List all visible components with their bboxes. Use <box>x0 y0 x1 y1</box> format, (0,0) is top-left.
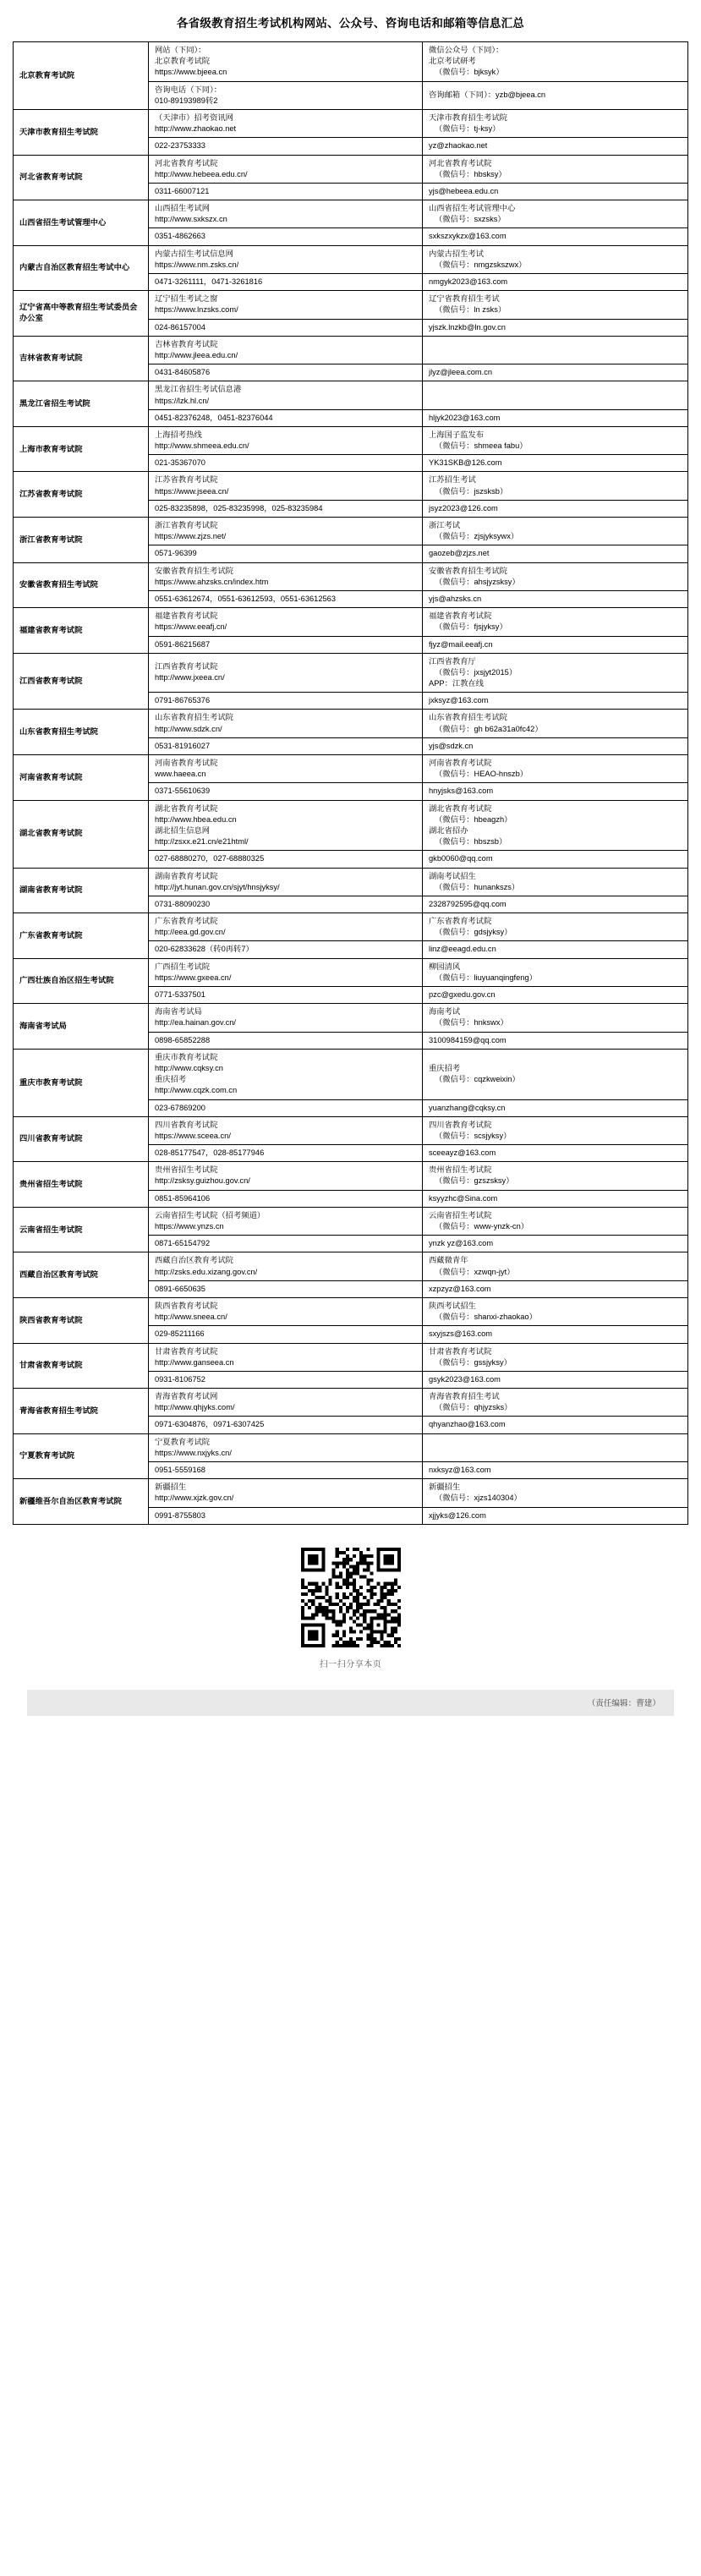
wechat-cell <box>423 336 688 364</box>
website-cell: 云南省招生考试院（招考频道） https://www.ynzs.cn <box>149 1207 423 1235</box>
email-cell: 3100984159@qq.com <box>423 1032 688 1049</box>
phone-cell: 0791-86765376 <box>149 693 423 710</box>
organization-name: 湖北省教育考试院 <box>14 800 149 868</box>
website-cell: 内蒙古招生考试信息网 https://www.nm.zsks.cn/ <box>149 245 423 273</box>
website-cell: 江苏省教育考试院 https://www.jseea.cn/ <box>149 472 423 500</box>
email-cell: linz@eeagd.edu.cn <box>423 941 688 958</box>
qr-code-image <box>301 1548 401 1647</box>
organization-name: 西藏自治区教育考试院 <box>14 1252 149 1298</box>
wechat-cell: 湖北省教育考试院 （微信号：hbeagzh） 湖北省招办 （微信号：hbszsb） <box>423 800 688 851</box>
email-cell: xzpzyz@163.com <box>423 1280 688 1297</box>
phone-cell: 0731-88090230 <box>149 896 423 913</box>
website-cell: 福建省教育考试院 https://www.eeafj.cn/ <box>149 608 423 636</box>
wechat-cell: 河北省教育考试院 （微信号：hbsksy） <box>423 155 688 183</box>
responsible-editor: （责任编辑：曹建） <box>587 1699 660 1709</box>
organization-name: 云南省招生考试院 <box>14 1207 149 1252</box>
organization-name: 河北省教育考试院 <box>14 155 149 200</box>
organization-name: 海南省考试局 <box>14 1004 149 1050</box>
organization-name: 山西省招生考试管理中心 <box>14 200 149 246</box>
organization-name: 湖南省教育考试院 <box>14 868 149 913</box>
website-cell: 江西省教育考试院 http://www.jxeea.cn/ <box>149 653 423 693</box>
phone-cell: 023-67869200 <box>149 1099 423 1116</box>
email-cell: YK31SKB@126.com <box>423 455 688 472</box>
website-cell: 安徽省教育招生考试院 https://www.ahzsks.cn/index.htm <box>149 562 423 590</box>
table-row <box>14 958 688 986</box>
phone-cell: 028-85177547，028-85177946 <box>149 1145 423 1162</box>
organization-name: 新疆维吾尔自治区教育考试院 <box>14 1479 149 1525</box>
phone-cell: 0951-5559168 <box>149 1462 423 1479</box>
website-cell: 山东省教育招生考试院 http://www.sdzk.cn/ <box>149 710 423 737</box>
email-cell: ksyyzhc@Sina.com <box>423 1190 688 1207</box>
wechat-cell: 陕西考试招生 （微信号：shanxi-zhaokao） <box>423 1297 688 1325</box>
organization-name: 江西省教育考试院 <box>14 653 149 710</box>
phone-cell: 0571-96399 <box>149 545 423 562</box>
email-cell: hnyjsks@163.com <box>423 783 688 800</box>
email-cell: fjyz@mail.eeafj.cn <box>423 636 688 653</box>
table-row <box>14 1049 688 1099</box>
table-row <box>14 200 688 228</box>
email-cell: jxksyz@163.com <box>423 693 688 710</box>
wechat-cell: 广东省教育考试院 （微信号：gdsjyksy） <box>423 913 688 941</box>
wechat-cell: 海南考试 （微信号：hnkswx） <box>423 1004 688 1032</box>
phone-cell: 021-35367070 <box>149 455 423 472</box>
wechat-cell: 微信公众号（下同）： 北京考试研考 （微信号：bjksyk） <box>423 42 688 82</box>
wechat-cell: 山西省招生考试管理中心 （微信号：sxzsks） <box>423 200 688 228</box>
organization-name: 上海市教育考试院 <box>14 426 149 472</box>
table-row <box>14 245 688 273</box>
phone-cell: 0451-82376248，0451-82376044 <box>149 409 423 426</box>
website-cell: 广东省教育考试院 http://eea.gd.gov.cn/ <box>149 913 423 941</box>
wechat-cell: 新疆招生 （微信号：xjzs140304） <box>423 1479 688 1507</box>
website-cell: 湖北省教育考试院 http://www.hbea.edu.cn 湖北招生信息网 http://zsxx.e21.cn/e21html/ <box>149 800 423 851</box>
table-row <box>14 291 688 319</box>
table-row <box>14 155 688 183</box>
qr-caption: 扫一扫分享本页 <box>319 1659 382 1669</box>
phone-cell: 0431-84605876 <box>149 364 423 381</box>
email-cell: pzc@gxedu.gov.cn <box>423 987 688 1004</box>
wechat-cell: 辽宁省教育招生考试 （微信号：ln zsks） <box>423 291 688 319</box>
phone-cell: 咨询电话（下同）： 010-89193989转2 <box>149 81 423 109</box>
website-cell: 陕西省教育考试院 http://www.sneea.cn/ <box>149 1297 423 1325</box>
email-cell: gsyk2023@163.com <box>423 1371 688 1388</box>
wechat-cell: 福建省教育考试院 （微信号：fjsjyksy） <box>423 608 688 636</box>
organization-name: 黑龙江省招生考试院 <box>14 381 149 427</box>
wechat-cell: 云南省招生考试院 （微信号：www-ynzk-cn） <box>423 1207 688 1235</box>
organization-name: 重庆市教育考试院 <box>14 1049 149 1116</box>
website-cell: （天津市）招考资讯网 http://www.zhaokao.net <box>149 109 423 137</box>
phone-cell: 0871-65154792 <box>149 1236 423 1252</box>
wechat-cell: 江西省教育厅 （微信号：jxsjyt2015） APP：江教在线 <box>423 653 688 693</box>
table-row <box>14 109 688 137</box>
table-row <box>14 1162 688 1190</box>
email-cell: nmgyk2023@163.com <box>423 274 688 291</box>
email-cell: sxyjszs@163.com <box>423 1326 688 1343</box>
phone-cell: 0898-65852288 <box>149 1032 423 1049</box>
wechat-cell: 山东省教育招生考试院 （微信号：gh b62a31a0fc42） <box>423 710 688 737</box>
page-title: 各省级教育招生考试机构网站、公众号、咨询电话和邮箱等信息汇总 <box>177 17 524 30</box>
organization-name: 福建省教育考试院 <box>14 608 149 654</box>
email-cell: yjszk.lnzkb@ln.gov.cn <box>423 319 688 336</box>
wechat-cell <box>423 381 688 409</box>
email-cell: sceeayz@163.com <box>423 1145 688 1162</box>
email-cell: gaozeb@zjzs.net <box>423 545 688 562</box>
email-cell: yz@zhaokao.net <box>423 138 688 155</box>
phone-cell: 0991-8755803 <box>149 1507 423 1524</box>
wechat-cell: 安徽省教育招生考试院 （微信号：ahsjyzsksy） <box>423 562 688 590</box>
email-cell: gkb0060@qq.com <box>423 851 688 868</box>
organization-name: 陕西省教育考试院 <box>14 1297 149 1343</box>
website-cell: 广西招生考试院 https://www.gxeea.cn/ <box>149 958 423 986</box>
phone-cell: 0551-63612674，0551-63612593，0551-63612563 <box>149 590 423 607</box>
organization-name: 青海省教育招生考试院 <box>14 1389 149 1434</box>
phone-cell: 022-23753333 <box>149 138 423 155</box>
phone-cell: 029-85211166 <box>149 1326 423 1343</box>
email-cell: nxksyz@163.com <box>423 1462 688 1479</box>
website-cell: 贵州省招生考试院 http://zsksy.guizhou.gov.cn/ <box>149 1162 423 1190</box>
table-row <box>14 518 688 545</box>
table-row <box>14 868 688 896</box>
email-cell: qhyanzhao@163.com <box>423 1417 688 1433</box>
phone-cell: 0771-5337501 <box>149 987 423 1004</box>
phone-cell: 0971-6304876，0971-6307425 <box>149 1417 423 1433</box>
table-row <box>14 336 688 364</box>
table-row <box>14 653 688 693</box>
organization-name: 辽宁省高中等教育招生考试委员会办公室 <box>14 291 149 337</box>
email-cell: ynzk yz@163.com <box>423 1236 688 1252</box>
website-cell: 海南省考试局 http://ea.hainan.gov.cn/ <box>149 1004 423 1032</box>
email-cell: hljyk2023@163.com <box>423 409 688 426</box>
website-cell: 宁夏教育考试院 https://www.nxjyks.cn/ <box>149 1433 423 1461</box>
wechat-cell: 贵州省招生考试院 （微信号：gzszsksy） <box>423 1162 688 1190</box>
organization-name: 河南省教育考试院 <box>14 755 149 801</box>
wechat-cell: 天津市教育招生考试院 （微信号：tj-ksy） <box>423 109 688 137</box>
wechat-cell <box>423 1433 688 1461</box>
wechat-cell: 江苏招生考试 （微信号：jszsksb） <box>423 472 688 500</box>
wechat-cell: 上海国子监发布 （微信号：shmeea fabu） <box>423 426 688 454</box>
wechat-cell: 西藏微青年 （微信号：xzwqn-jyt） <box>423 1252 688 1280</box>
table-row <box>14 1116 688 1144</box>
wechat-cell: 重庆招考 （微信号：cqzkweixin） <box>423 1049 688 1099</box>
organization-name: 广东省教育考试院 <box>14 913 149 959</box>
table-row <box>14 755 688 783</box>
contact-table <box>13 41 688 1525</box>
organization-name: 甘肃省教育考试院 <box>14 1343 149 1389</box>
table-row <box>14 1004 688 1032</box>
phone-cell: 025-83235898，025-83235998，025-83235984 <box>149 500 423 517</box>
email-cell: yjs@ahzsks.cn <box>423 590 688 607</box>
table-row <box>14 800 688 851</box>
website-cell: 浙江省教育考试院 https://www.zjzs.net/ <box>149 518 423 545</box>
phone-cell: 0591-86215687 <box>149 636 423 653</box>
website-cell: 吉林省教育考试院 http://www.jleea.edu.cn/ <box>149 336 423 364</box>
email-cell: yjs@hebeea.edu.cn <box>423 183 688 200</box>
table-row <box>14 1433 688 1461</box>
website-cell: 山西招生考试网 http://www.sxkszx.cn <box>149 200 423 228</box>
phone-cell: 027-68880270，027-68880325 <box>149 851 423 868</box>
organization-name: 天津市教育招生考试院 <box>14 109 149 155</box>
phone-cell: 0851-85964106 <box>149 1190 423 1207</box>
phone-cell: 0531-81916027 <box>149 737 423 754</box>
website-cell: 新疆招生 http://www.xjzk.gov.cn/ <box>149 1479 423 1507</box>
website-cell: 重庆市教育考试院 http://www.cqksy.cn 重庆招考 http://www.cqzk.com.cn <box>149 1049 423 1099</box>
table-row <box>14 608 688 636</box>
table-row <box>14 381 688 409</box>
footer-bar <box>27 1690 674 1716</box>
table-row <box>14 42 688 82</box>
organization-name: 广西壮族自治区招生考试院 <box>14 958 149 1004</box>
email-cell: yjs@sdzk.cn <box>423 737 688 754</box>
table-row <box>14 426 688 454</box>
website-cell: 湖南省教育考试院 http://jyt.hunan.gov.cn/sjyt/hnsjyksy/ <box>149 868 423 896</box>
email-cell: jlyz@jleea.com.cn <box>423 364 688 381</box>
organization-name: 江苏省教育考试院 <box>14 472 149 518</box>
organization-name: 北京教育考试院 <box>14 42 149 110</box>
table-row <box>14 913 688 941</box>
email-cell: 咨询邮箱（下同）：yzb@bjeea.cn <box>423 81 688 109</box>
website-cell: 甘肃省教育考试院 http://www.ganseea.cn <box>149 1343 423 1371</box>
phone-cell: 0371-55610639 <box>149 783 423 800</box>
website-cell: 上海招考热线 http://www.shmeea.edu.cn/ <box>149 426 423 454</box>
table-row <box>14 710 688 737</box>
website-cell: 四川省教育考试院 https://www.sceea.cn/ <box>149 1116 423 1144</box>
email-cell: jsyz2023@126.com <box>423 500 688 517</box>
website-cell: 黑龙江省招生考试信息港 https://lzk.hl.cn/ <box>149 381 423 409</box>
website-cell: 河北省教育考试院 http://www.hebeea.edu.cn/ <box>149 155 423 183</box>
phone-cell: 0351-4862663 <box>149 228 423 245</box>
wechat-cell: 柳园清风 （微信号：liuyuanqingfeng） <box>423 958 688 986</box>
phone-cell: 0471-3261111，0471-3261816 <box>149 274 423 291</box>
organization-name: 内蒙古自治区教育招生考试中心 <box>14 245 149 291</box>
email-cell: yuanzhang@cqksy.cn <box>423 1099 688 1116</box>
table-row <box>14 1389 688 1417</box>
organization-name: 贵州省招生考试院 <box>14 1162 149 1208</box>
wechat-cell: 青海省教育招生考试 （微信号：qhjyzsks） <box>423 1389 688 1417</box>
organization-name: 浙江省教育考试院 <box>14 518 149 563</box>
organization-name: 山东省教育招生考试院 <box>14 710 149 755</box>
wechat-cell: 内蒙古招生考试 （微信号：nmgzskszwx） <box>423 245 688 273</box>
wechat-cell: 河南省教育考试院 （微信号：HEAO-hnszb） <box>423 755 688 783</box>
table-row <box>14 1252 688 1280</box>
website-cell: 河南省教育考试院 www.haeea.cn <box>149 755 423 783</box>
wechat-cell: 甘肃省教育考试院 （微信号：gssjyksy） <box>423 1343 688 1371</box>
phone-cell: 0891-6650635 <box>149 1280 423 1297</box>
organization-name: 宁夏教育考试院 <box>14 1433 149 1479</box>
website-cell: 辽宁招生考试之窗 https://www.lnzsks.com/ <box>149 291 423 319</box>
wechat-cell: 四川省教育考试院 （微信号：scsjyksy） <box>423 1116 688 1144</box>
table-row <box>14 472 688 500</box>
table-row <box>14 562 688 590</box>
phone-cell: 0931-8106752 <box>149 1371 423 1388</box>
website-cell: 网站（下同）： 北京教育考试院 https://www.bjeea.cn <box>149 42 423 82</box>
table-row <box>14 1479 688 1507</box>
wechat-cell: 湖南考试招生 （微信号：hunankszs） <box>423 868 688 896</box>
phone-cell: 024-86157004 <box>149 319 423 336</box>
table-row <box>14 1343 688 1371</box>
wechat-cell: 浙江考试 （微信号：zjsjyksywx） <box>423 518 688 545</box>
phone-cell: 0311-66007121 <box>149 183 423 200</box>
table-row <box>14 1207 688 1235</box>
qr-code-section <box>0 1525 701 1647</box>
website-cell: 青海省教育考试网 http://www.qhjyks.com/ <box>149 1389 423 1417</box>
email-cell: 2328792595@qq.com <box>423 896 688 913</box>
phone-cell: 020-62833628（转0再转7） <box>149 941 423 958</box>
organization-name: 吉林省教育考试院 <box>14 336 149 381</box>
email-cell: xjjyks@126.com <box>423 1507 688 1524</box>
organization-name: 四川省教育考试院 <box>14 1116 149 1162</box>
table-row <box>14 1297 688 1325</box>
website-cell: 西藏自治区教育考试院 http://zsks.edu.xizang.gov.cn/ <box>149 1252 423 1280</box>
email-cell: sxkszxykzx@163.com <box>423 228 688 245</box>
organization-name: 安徽省教育招生考试院 <box>14 562 149 608</box>
